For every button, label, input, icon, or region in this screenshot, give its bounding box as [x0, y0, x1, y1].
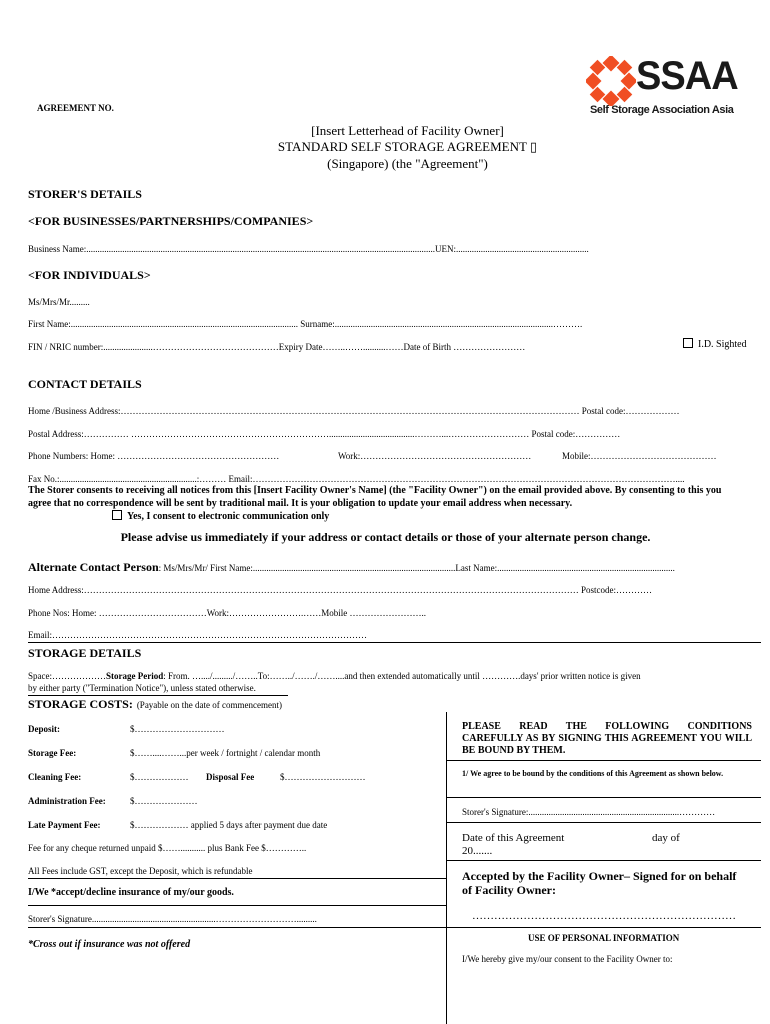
storage-fee-label: Storage Fee:	[28, 748, 77, 758]
agreement-year-field[interactable]: 20.......	[462, 845, 493, 857]
business-name-field[interactable]: Business Name:...........................................................................................................................................................UEN:...........................................................	[28, 244, 589, 254]
agreement-day-of-label: day of	[652, 832, 680, 844]
storage-costs-note: (Payable on the date of commencement)	[136, 700, 283, 710]
deposit-field[interactable]: $…………………………	[130, 724, 225, 734]
storage-period-line[interactable]	[28, 671, 641, 681]
owner-signature-field[interactable]: ………………………………………………………………	[472, 910, 736, 922]
ssaa-logo	[584, 54, 744, 124]
storage-period-label: Storage Period	[106, 671, 164, 681]
right-divider-5	[446, 927, 761, 928]
right-divider-1	[446, 760, 761, 761]
left-divider-2	[28, 905, 446, 906]
salutation-field[interactable]: Ms/Mrs/Mr.........	[28, 297, 90, 307]
admin-fee-label: Administration Fee:	[28, 796, 106, 806]
alternate-name-field[interactable]: : Ms/Mrs/Mr/ First Name:..........................................................................................Last Name:...............................................................................	[158, 563, 675, 573]
first-name-field[interactable]: First Name:..................................................................................................... Surname:.................................................................................................……….	[28, 319, 583, 329]
agree-to-conditions: 1/ We agree to be bound by the conditions of this Agreement as shown below.	[462, 769, 724, 778]
storage-fee-field[interactable]: $……....……...per week / fortnight / calendar month	[130, 748, 321, 758]
email-consent-text: The Storer consents to receiving all notices from this [Insert Facility Owner's Name] (the "Facility Owner") on the email provided above. By consenting to this you agree that no correspondence will be sent by traditional mail. It is your obligation to update your email address when necessary.	[28, 485, 722, 509]
late-fee-label: Late Payment Fee:	[28, 820, 101, 830]
space-field[interactable]: Space:………………	[28, 671, 106, 681]
late-fee-field[interactable]: $……………… applied 5 days after payment due date	[130, 820, 328, 830]
alternate-home-address-field[interactable]: Home Address:………………………………………………………………………………………………………………………………………………… Postcode:…………	[28, 585, 652, 595]
businesses-heading: <FOR BUSINESSES/PARTNERSHIPS/COMPANIES>	[28, 214, 314, 228]
please-read-notice: PLEASE READ THE FOLLOWING CONDITIONS CAREFULLY AS BY SIGNING THIS AGREEMENT YOU WILL BE BOUND BY THEM.	[462, 721, 752, 756]
title-letterhead: [Insert Letterhead of Facility Owner]	[311, 123, 504, 138]
id-sighted-label: I.D. Sighted	[698, 339, 747, 350]
left-divider-3	[28, 927, 446, 928]
advise-notice: Please advise us immediately if your address or contact details or those of your alternate person change.	[120, 530, 651, 544]
checkbox-icon	[112, 510, 122, 520]
electronic-consent-label: Yes, I consent to electronic communication only	[127, 511, 330, 522]
storage-costs-heading-row	[28, 695, 282, 713]
postal-address-field[interactable]: Postal Address:…………… …………………………………………………………......................................………...……………………… Postal code:……………	[28, 429, 621, 439]
insurance-signature-field[interactable]: Storer's Signature.......................................................……………………….........	[28, 914, 317, 924]
ssaa-flower-icon	[586, 56, 636, 106]
cleaning-fee-label: Cleaning Fee:	[28, 772, 82, 782]
cross-out-note: *Cross out if insurance was not offered	[28, 939, 191, 950]
disposal-fee-field[interactable]: $………………………	[280, 772, 366, 782]
deposit-label: Deposit:	[28, 724, 60, 734]
alternate-email-field[interactable]: Email:……………………………………………………………………………………………	[28, 630, 367, 640]
title-agreement: STANDARD SELF STORAGE AGREEMENT ▯	[277, 139, 538, 154]
column-divider	[446, 712, 447, 1024]
home-address-field[interactable]: Home /Business Address:……………………………………………………………………………………………………………………………………… Postal code:………………	[28, 406, 680, 416]
termination-notice-text: by either party ("Termination Notice"), unless stated otherwise.	[28, 683, 256, 693]
alternate-phone-field[interactable]: Phone Nos: Home: ………………………………Work:…………………….……Mobile ……………………..	[28, 608, 427, 618]
storage-details-heading: STORAGE DETAILS	[28, 646, 142, 660]
gst-note: All Fees include GST, except the Deposit, which is refundable	[28, 866, 253, 876]
agreement-number-label: AGREEMENT NO.	[37, 103, 114, 113]
fax-email-field[interactable]: Fax No.:.............................................................:……… Email:……………………………………………………………………………………………………………………………....	[28, 474, 685, 484]
admin-fee-field[interactable]: $…………………	[130, 796, 198, 806]
logo-tagline: Self Storage Association Asia	[590, 104, 734, 116]
alternate-contact-row	[28, 558, 675, 576]
disposal-fee-label: Disposal Fee	[206, 772, 255, 782]
alternate-contact-label: Alternate Contact Person	[28, 560, 159, 574]
right-divider-3	[446, 822, 761, 823]
accepted-by-owner: Accepted by the Facility Owner– Signed for on behalf of Facility Owner:	[462, 869, 737, 897]
phone-home-field[interactable]: Phone Numbers: Home: ………………………………………………	[28, 451, 280, 461]
cleaning-fee-field[interactable]: $………………	[130, 772, 189, 782]
agreement-date-label: Date of this Agreement	[462, 832, 565, 844]
personal-info-heading: USE OF PERSONAL INFORMATION	[528, 933, 680, 943]
phone-work-field[interactable]: Work:…………………………………………………	[338, 451, 532, 461]
left-divider-1	[28, 878, 446, 879]
storer-details-heading: STORER'S DETAILS	[28, 187, 142, 201]
cheque-fee-field[interactable]: Fee for any cheque returned unpaid $……........... plus Bank Fee $…………..	[28, 843, 307, 853]
title-jurisdiction: (Singapore) (the "Agreement")	[327, 156, 488, 171]
personal-info-text: I/We hereby give my/our consent to the Facility Owner to:	[462, 954, 673, 964]
contact-details-heading: CONTACT DETAILS	[28, 377, 142, 391]
fin-nric-field[interactable]: FIN / NRIC number:......................……………………………………Expiry Date……..……..........……Date of Birth ……………………	[28, 342, 526, 352]
storage-period-field[interactable]: : From. …..../........./……..To:……../……./……....and then extended automatically until ………….days' prior written notice is given	[163, 671, 641, 681]
checkbox-icon	[683, 338, 693, 348]
individuals-heading: <FOR INDIVIDUALS>	[28, 268, 151, 282]
insurance-choice[interactable]: I/We *accept/decline insurance of my/our goods.	[28, 887, 234, 898]
right-divider-4	[446, 860, 761, 861]
right-divider-2	[446, 797, 761, 798]
id-sighted-checkbox[interactable]	[683, 338, 747, 350]
phone-mobile-field[interactable]: Mobile:……………………………………	[562, 451, 717, 461]
electronic-consent-checkbox[interactable]	[112, 510, 329, 522]
logo-name: SSAA	[636, 54, 738, 98]
storage-costs-heading: STORAGE COSTS:	[28, 697, 133, 711]
right-storer-signature-field[interactable]: Storer's Signature:...................................................................…………	[462, 807, 716, 817]
section-divider	[28, 642, 761, 643]
